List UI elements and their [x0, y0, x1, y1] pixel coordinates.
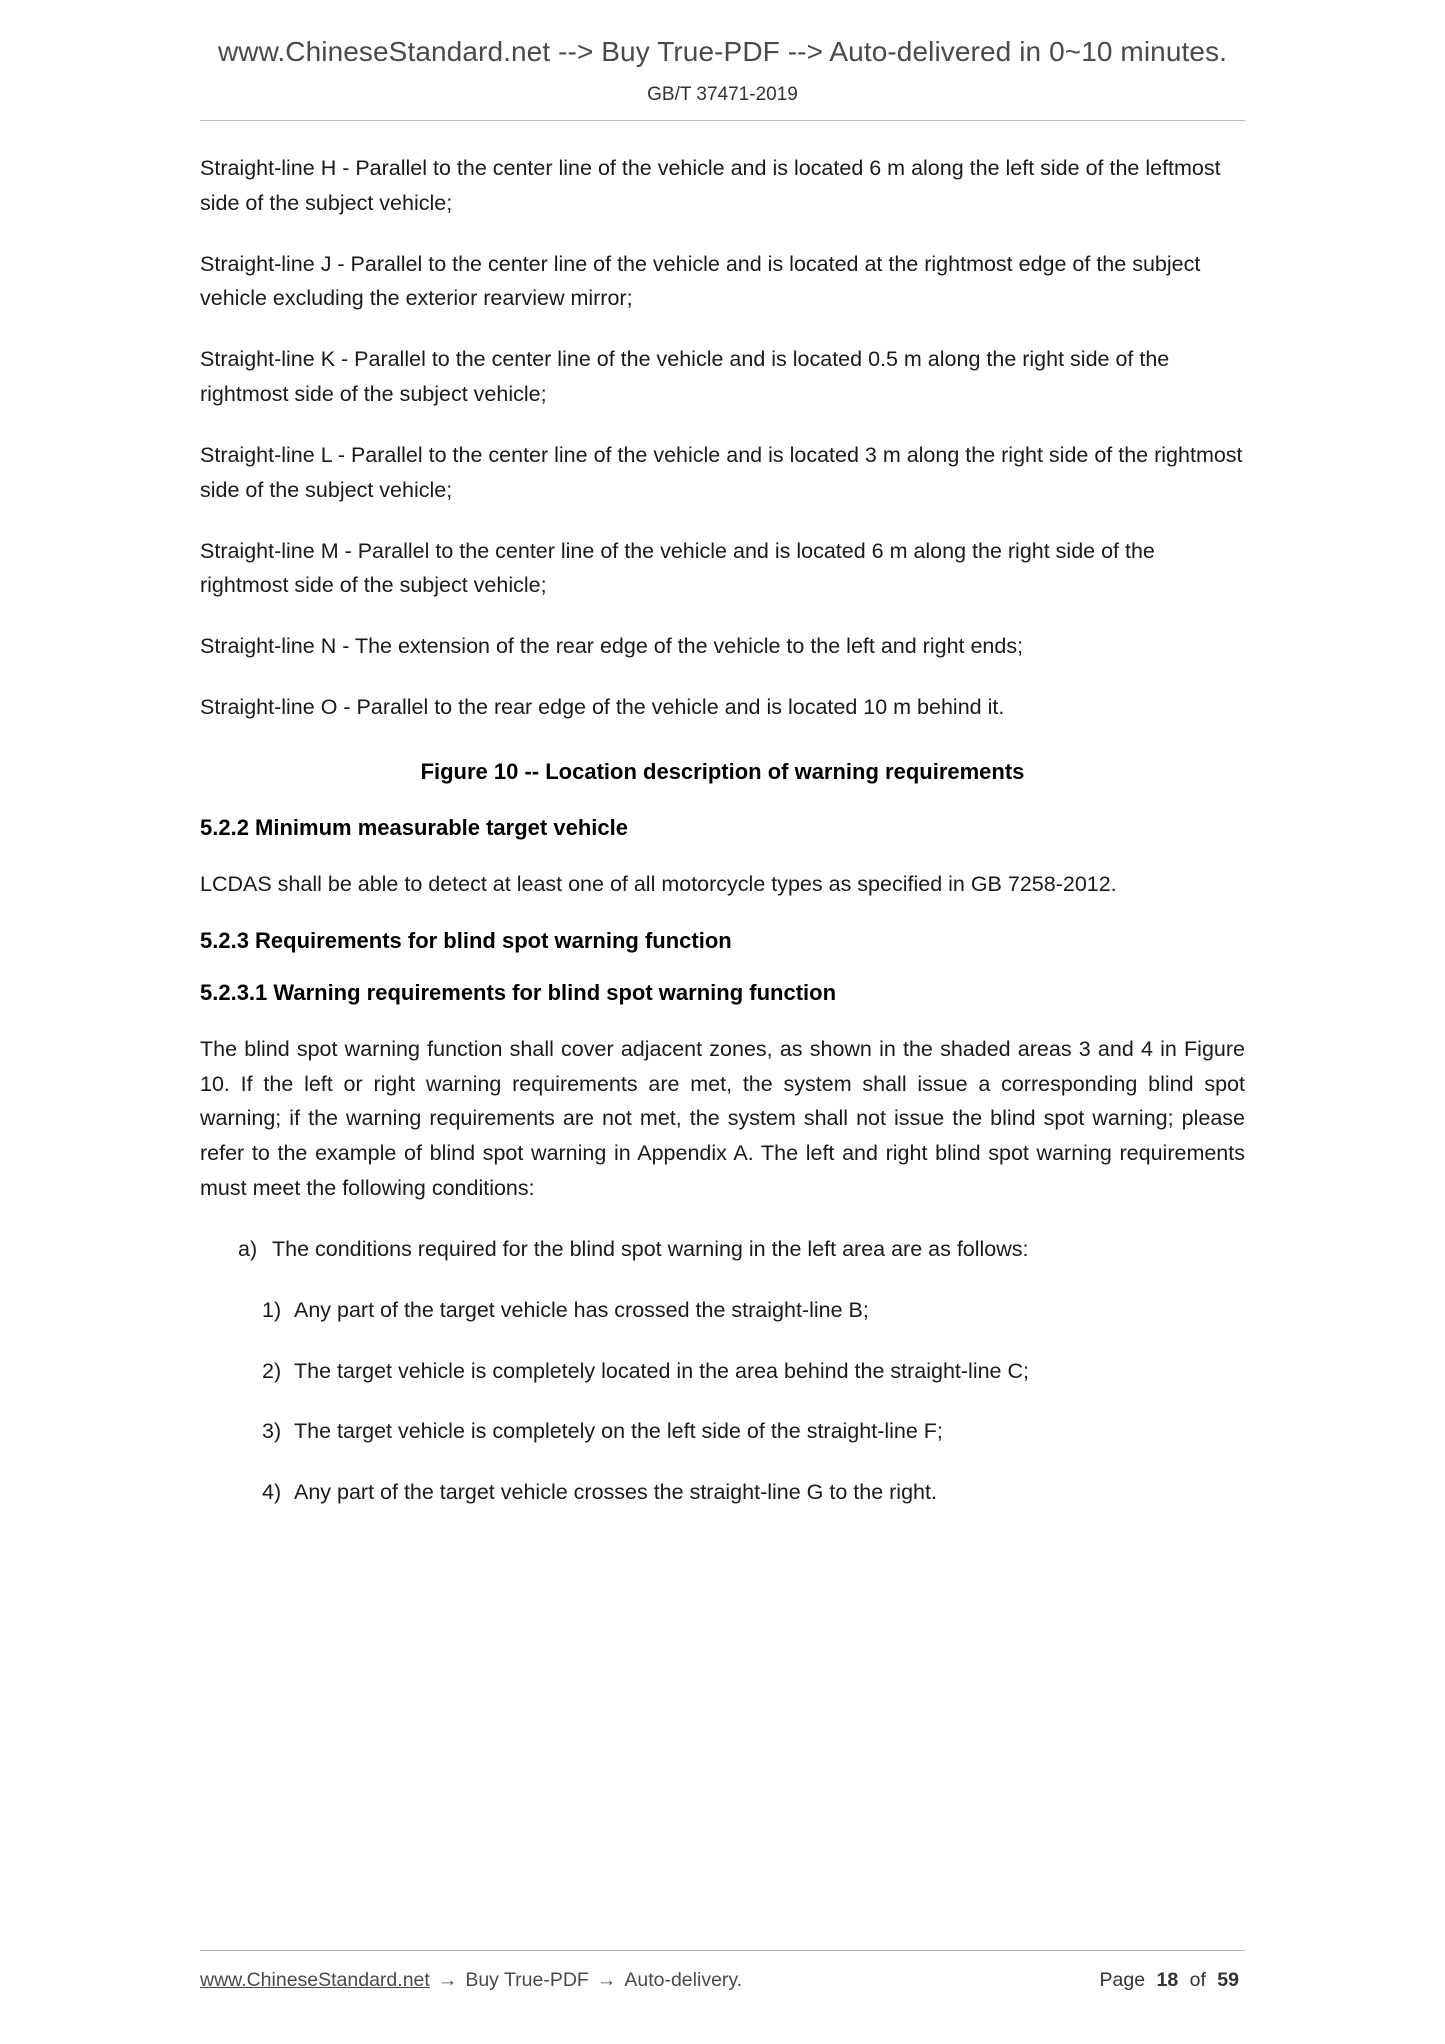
- list-item-a: [238, 1232, 1245, 1267]
- list-item: [262, 1293, 1245, 1328]
- standard-code: GB/T 37471-2019: [647, 84, 798, 105]
- list-text-1: Any part of the target vehicle has crossed the straight-line B;: [294, 1297, 869, 1322]
- arrow-right-icon: →: [437, 1969, 458, 1991]
- page-number: 18: [1156, 1969, 1179, 1991]
- list-item: [262, 1354, 1245, 1389]
- list-text-4: Any part of the target vehicle crosses the straight-line G to the right.: [294, 1480, 937, 1505]
- heading-5-2-2: 5.2.2 Minimum measurable target vehicle: [200, 814, 628, 840]
- list-marker-2: 2): [262, 1358, 282, 1383]
- paragraph-line-n: Straight-line N - The extension of the rear edge of the vehicle to the left and right ends;: [200, 634, 1024, 659]
- paragraph-line-o: Straight-line O - Parallel to the rear edge of the vehicle and is located 10 m behind it.: [200, 695, 1005, 720]
- paragraph-line-h: Straight-line H - Parallel to the center line of the vehicle and is located 6 m along the left side of the leftmost side of the subject vehicle;: [200, 156, 1221, 215]
- list-item: [262, 1414, 1245, 1449]
- footer-buy-label: Buy True-PDF: [465, 1969, 589, 1991]
- paragraph-5-2-3-1: The blind spot warning function shall cover adjacent zones, as shown in the shaded areas 3 and 4 in Figure 10. If the left or right warning requirements are met, the system shall issue a corresponding blind spot warning; if the warning requirements are not met, the system shall not issue the blind spot warning; please refer to the example of blind spot warning in Appendix A. The left and right blind spot warning requirements must meet the following conditions:: [200, 1036, 1245, 1201]
- paragraph-5-2-2: LCDAS shall be able to detect at least one of all motorcycle types as specified in GB 7258-2012.: [200, 871, 1117, 896]
- paragraph-line-j: Straight-line J - Parallel to the center line of the vehicle and is located at the rightmost edge of the subject vehicle excluding the exterior rearview mirror;: [200, 251, 1201, 311]
- page-footer: [200, 1950, 1245, 1992]
- figure-10-caption: Figure 10 -- Location description of warning requirements: [420, 758, 1025, 784]
- document-content: [200, 121, 1245, 1510]
- paragraph-line-l: Straight-line L - Parallel to the center line of the vehicle and is located 3 m along the right side of the rightmost side of the subject vehicle;: [200, 442, 1243, 502]
- promo-watermark: www.ChineseStandard.net --> Buy True-PDF --> Auto-delivered in 0~10 minutes.: [217, 36, 1228, 67]
- heading-5-2-3-1: 5.2.3.1 Warning requirements for blind spot warning function: [200, 979, 837, 1005]
- list-marker-3: 3): [262, 1419, 282, 1444]
- list-text-2: The target vehicle is completely located in the area behind the straight-line C;: [294, 1358, 1029, 1383]
- total-pages: 59: [1217, 1969, 1239, 1991]
- list-text-3: The target vehicle is completely on the left side of the straight-line F;: [294, 1419, 943, 1444]
- arrow-right-icon: →: [596, 1969, 617, 1991]
- heading-5-2-3: 5.2.3 Requirements for blind spot warning function: [200, 927, 732, 953]
- footer-delivery-label: Auto-delivery.: [624, 1969, 743, 1991]
- list-text-a: The conditions required for the blind spot warning in the left area are as follows:: [272, 1236, 1029, 1261]
- of-label: of: [1189, 1969, 1206, 1991]
- list-marker-a: a): [238, 1236, 258, 1261]
- list-marker-1: 1): [262, 1297, 282, 1322]
- paragraph-line-k: Straight-line K - Parallel to the center line of the vehicle and is located 0.5 m along the right side of the rightmost side of the subject vehicle;: [200, 347, 1170, 407]
- footer-line: [200, 1969, 1245, 1992]
- footer-divider: [200, 1950, 1245, 1951]
- page-indicator: [1100, 1969, 1245, 1992]
- list-item: [262, 1475, 1245, 1510]
- page-label: Page: [1099, 1969, 1146, 1991]
- footer-site-link[interactable]: www.ChineseStandard.net: [200, 1969, 430, 1991]
- list-marker-4: 4): [262, 1480, 282, 1505]
- paragraph-line-m: Straight-line M - Parallel to the center line of the vehicle and is located 6 m along the right side of the rightmost side of the subject vehicle;: [200, 538, 1155, 598]
